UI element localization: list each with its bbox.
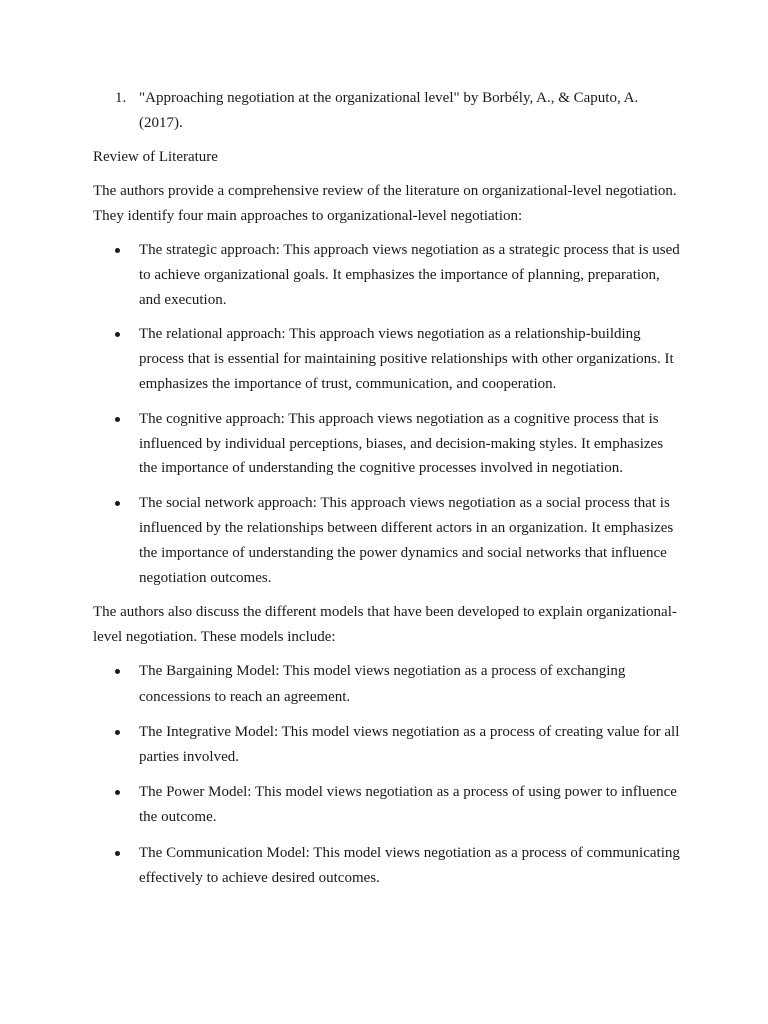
list-item	[93, 780, 683, 830]
document-page	[93, 86, 683, 901]
intro-paragraph: The authors provide a comprehensive review of the literature on organizational-level negotiation. They identify four main approaches to organizational-level negotiation:	[93, 183, 677, 224]
list-item	[93, 841, 683, 891]
models-intro-paragraph: The authors also discuss the different models that have been developed to explain organizational-level negotiation. These models include:	[93, 604, 677, 645]
list-item	[93, 491, 683, 590]
bullet-icon	[115, 501, 120, 506]
bullet-icon	[115, 790, 120, 795]
model-power: The Power Model: This model views negotiation as a process of using power to influence the outcome.	[139, 784, 677, 826]
list-item	[93, 407, 683, 481]
approach-strategic: The strategic approach: This approach views negotiation as a strategic process that is used to achieve organizational goals. It emphasizes the importance of planning, preparation, and execution.	[139, 242, 680, 308]
bullet-icon	[115, 332, 120, 337]
list-item	[93, 322, 683, 396]
bullet-icon	[115, 417, 120, 422]
models-list	[93, 659, 683, 891]
bullet-icon	[115, 248, 120, 253]
bullet-icon	[115, 730, 120, 735]
model-integrative: The Integrative Model: This model views negotiation as a process of creating value for all parties involved.	[139, 723, 680, 765]
citation-number: 1.	[115, 90, 127, 106]
list-item	[93, 659, 683, 709]
citation-item	[93, 86, 683, 135]
approach-cognitive: The cognitive approach: This approach views negotiation as a cognitive process that is influenced by individual perceptions, biases, and decision-making styles. It emphasizes the importance of understanding the cognitive processes involved in negotiation.	[139, 410, 664, 477]
model-bargaining: The Bargaining Model: This model views negotiation as a process of exchanging concessions to reach an agreement.	[139, 663, 626, 705]
model-communication: The Communication Model: This model views negotiation as a process of communicating effectively to achieve desired outcomes.	[139, 844, 680, 886]
citation-text: "Approaching negotiation at the organizational level" by Borbély, A., & Caputo, A. (2017).	[139, 90, 639, 131]
list-item	[93, 720, 683, 770]
bullet-icon	[115, 669, 120, 674]
section-heading: Review of Literature	[93, 149, 218, 165]
bullet-icon	[115, 851, 120, 856]
approaches-list	[93, 238, 683, 590]
list-item	[93, 238, 683, 312]
approach-relational: The relational approach: This approach views negotiation as a relationship-building process that is essential for maintaining positive relationships with other organizations. It emphasizes the importance of trust, communication, and cooperation.	[139, 326, 674, 392]
approach-social-network: The social network approach: This approach views negotiation as a social process that is influenced by the relationships between different actors in an organization. It emphasizes the importance of understanding the power dynamics and social networks that influence negotiation outcomes.	[139, 495, 674, 586]
